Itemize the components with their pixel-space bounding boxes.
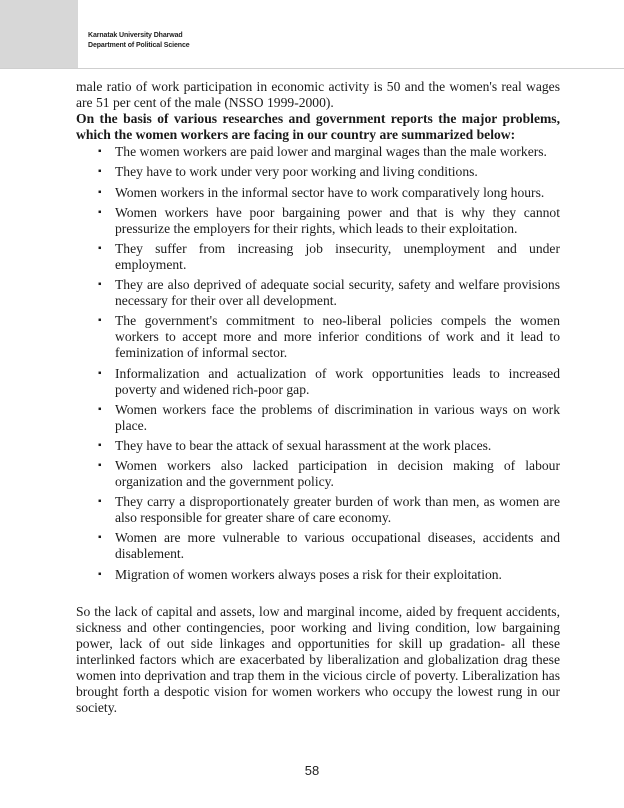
bullet-icon: ▪	[98, 496, 102, 508]
list-item	[76, 313, 560, 361]
bullet-icon: ▪	[98, 459, 102, 471]
list-item-text: Migration of women workers always poses a risk for their exploitation.	[115, 566, 502, 582]
bullet-icon: ▪	[98, 403, 102, 415]
header-university: Karnatak University Dharwad	[88, 32, 183, 39]
header-divider	[0, 68, 624, 69]
lead-heading: On the basis of various researches and government reports the major problems, which the women workers are facing in our country are summarized below:	[76, 111, 560, 143]
list-item	[76, 241, 560, 273]
bullet-icon: ▪	[98, 206, 102, 218]
list-item-text: They suffer from increasing job insecurity, unemployment and under employment.	[115, 240, 560, 272]
list-item-text: Informalization and actualization of work opportunities leads to increased poverty and widened rich-poor gap.	[115, 365, 560, 397]
list-item-text: Women workers have poor bargaining power and that is why they cannot pressurize the employers for their rights, which leads to their exploitation.	[115, 204, 560, 236]
header-gray-block	[0, 0, 78, 68]
bullet-icon: ▪	[98, 242, 102, 254]
bullet-icon: ▪	[98, 186, 102, 198]
page-number: 58	[304, 763, 320, 778]
list-item-text: Women are more vulnerable to various occupational diseases, accidents and disablement.	[115, 530, 560, 562]
list-item	[76, 530, 560, 562]
list-item-text: The government's commitment to neo-liberal policies compels the women workers to accept more and more inferior conditions of work and it lead to feminization of informal sector.	[115, 313, 560, 361]
problems-list	[76, 144, 560, 582]
list-item	[76, 185, 560, 201]
list-item	[76, 567, 560, 583]
list-item	[76, 458, 560, 490]
list-item	[76, 438, 560, 454]
bullet-icon: ▪	[98, 439, 102, 451]
list-item	[76, 366, 560, 398]
list-item-text: The women workers are paid lower and marginal wages than the male workers.	[115, 144, 547, 160]
list-item-text: They have to work under very poor working and living conditions.	[115, 164, 478, 180]
list-item	[76, 277, 560, 309]
intro-paragraph: male ratio of work participation in economic activity is 50 and the women's real wages are 51 per cent of the male (NSSO 1999-2000).	[76, 79, 560, 111]
list-item-text: They are also deprived of adequate social security, safety and welfare provisions necessary for their over all development.	[115, 277, 560, 309]
list-item	[76, 494, 560, 526]
list-item	[76, 144, 560, 160]
bullet-icon: ▪	[98, 568, 102, 580]
bullet-icon: ▪	[98, 315, 102, 327]
list-item-text: Women workers face the problems of discrimination in various ways on work place.	[115, 401, 560, 433]
list-item	[76, 205, 560, 237]
list-item-text: Women workers in the informal sector have to work comparatively long hours.	[115, 184, 545, 200]
list-item-text: They have to bear the attack of sexual harassment at the work places.	[115, 437, 492, 453]
bullet-icon: ▪	[98, 367, 102, 379]
conclusion-paragraph: So the lack of capital and assets, low and marginal income, aided by frequent accidents, sickness and other contingencies, poor working and living condition, low bargaining power, lack of out side linkages and opportunities for skill up gradation- all these interlinked factors which are exacerbated by liberalization and globalization drag these women into deprivation and trap them in the vicious circle of poverty. Liberalization has brought forth a despotic vision for women workers who occupy the lowest rung in our society.	[76, 603, 560, 716]
list-item	[76, 164, 560, 180]
list-item-text: They carry a disproportionately greater burden of work than men, as women are also responsible for greater share of care economy.	[115, 494, 560, 526]
running-header	[88, 31, 190, 51]
bullet-icon: ▪	[98, 279, 102, 291]
bullet-icon: ▪	[98, 166, 102, 178]
list-item	[76, 402, 560, 434]
page-body	[76, 79, 560, 716]
bullet-icon: ▪	[98, 532, 102, 544]
header-department: Department of Political Science	[88, 42, 190, 49]
bullet-icon: ▪	[98, 146, 102, 158]
list-item-text: Women workers also lacked participation in decision making of labour organization and the government policy.	[115, 457, 560, 490]
